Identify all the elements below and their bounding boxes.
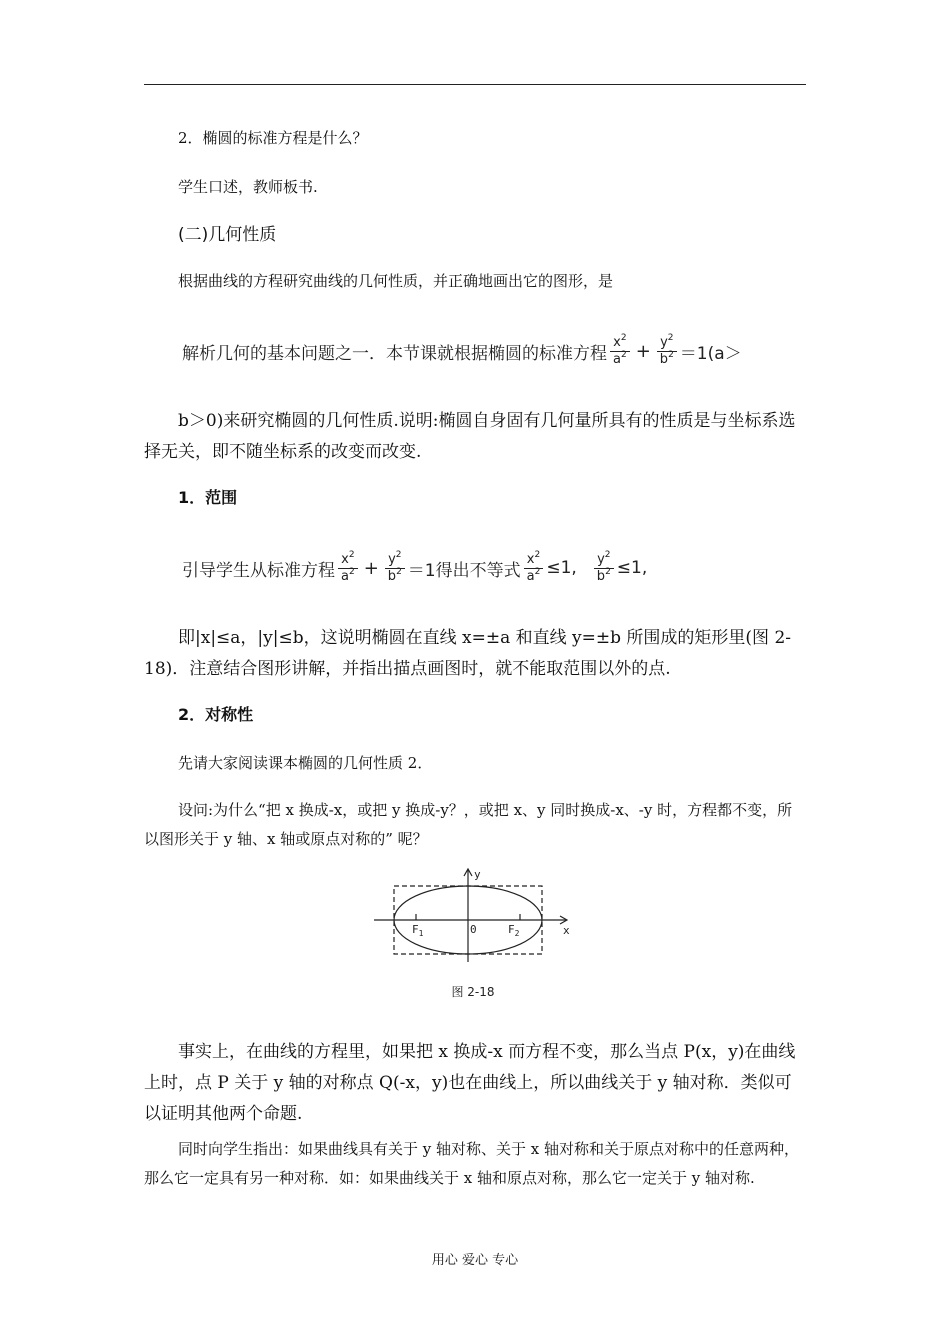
origin-label: 0 (470, 923, 477, 936)
heading-range: 1．范围 (178, 488, 238, 507)
fraction-x2-a2: $\frac{x^2}{a^2}$ (338, 552, 358, 585)
y-axis-label: y (474, 868, 481, 881)
figure-caption: 图 2-18 (451, 985, 495, 999)
fraction-y2-b2: $\frac{y^2}{b^2}$ (594, 552, 614, 585)
ellipse-figure (370, 862, 576, 1002)
ellipse-diagram (370, 862, 576, 1002)
focus-1-label: $F_1$ (412, 923, 424, 938)
page-footer: 用心 爱心 专心 (431, 1253, 519, 1268)
continuation-text: b＞0)来研究椭圆的几何性质.说明:椭圆自身固有几何量所具有的性质是与坐标系选择无关，即不随坐标系的改变而改变. (144, 411, 796, 462)
inequality-2: ≤1, (616, 558, 648, 578)
fraction-x2-a2: $\frac{x^2}{a^2}$ (524, 552, 544, 585)
header-rule (144, 84, 806, 85)
heading-symmetry: 2．对称性 (178, 705, 254, 724)
question-text: 设问:为什么“把 x 换成-x，或把 y 换成-y？，或把 x、y 同时换成-x、-y 时，方程都不变，所以图形关于 y 轴、x 轴或原点对称的” 呢？ (144, 801, 793, 848)
section-heading-geometry: (二)几何性质 (178, 225, 277, 245)
equation-tail: ＝1(a＞ (679, 343, 742, 364)
focus-2-label: $F_2$ (508, 923, 520, 938)
range-equation-line (182, 545, 647, 591)
x-axis-label: x (563, 924, 570, 937)
range-line-text: 引导学生从标准方程 (182, 560, 335, 581)
range-line-mid: ＝1得出不等式 (407, 560, 521, 581)
student-note: 学生口述，教师板书. (178, 178, 318, 196)
symmetry-explanation: 事实上，在曲线的方程里，如果把 x 换成-x 而方程不变，那么当点 P(x，y)在曲线上时，点 P 关于 y 轴的对称点 Q(-x，y)也在曲线上，所以曲线关于 y 轴对称．类似可以证明其他两个命题. (144, 1042, 796, 1124)
reading-instruction: 先请大家阅读课本椭圆的几何性质 2． (178, 754, 433, 772)
intro-text: 根据曲线的方程研究曲线的几何性质，并正确地画出它的图形，是 (178, 272, 614, 290)
equation-line (182, 328, 742, 374)
inequality-1: ≤1, (546, 558, 577, 578)
plus-sign: + (363, 557, 379, 579)
range-explanation: 即|x|≤a，|y|≤b，这说明椭圆在直线 x=±a 和直线 y=±b 所围成的矩形里(图 2-18)．注意结合图形讲解，并指出描点画图时，就不能取范围以外的点. (144, 628, 792, 679)
question-2: 2．椭圆的标准方程是什么？ (178, 129, 368, 147)
fraction-x2-a2: $\frac{x^2}{a^2}$ (610, 335, 630, 368)
fraction-y2-b2: $\frac{y^2}{b^2}$ (657, 335, 677, 368)
fraction-y2-b2: $\frac{y^2}{b^2}$ (385, 552, 405, 585)
equation-line-text: 解析几何的基本问题之一．本节课就根据椭圆的标准方程 (182, 343, 607, 364)
plus-sign: + (635, 340, 651, 362)
symmetry-point: 同时向学生指出：如果曲线具有关于 y 轴对称、关于 x 轴对称和关于原点对称中的任意两种，那么它一定具有另一种对称．如：如果曲线关于 x 轴和原点对称，那么它一定关于 y 轴对称. (144, 1140, 800, 1187)
